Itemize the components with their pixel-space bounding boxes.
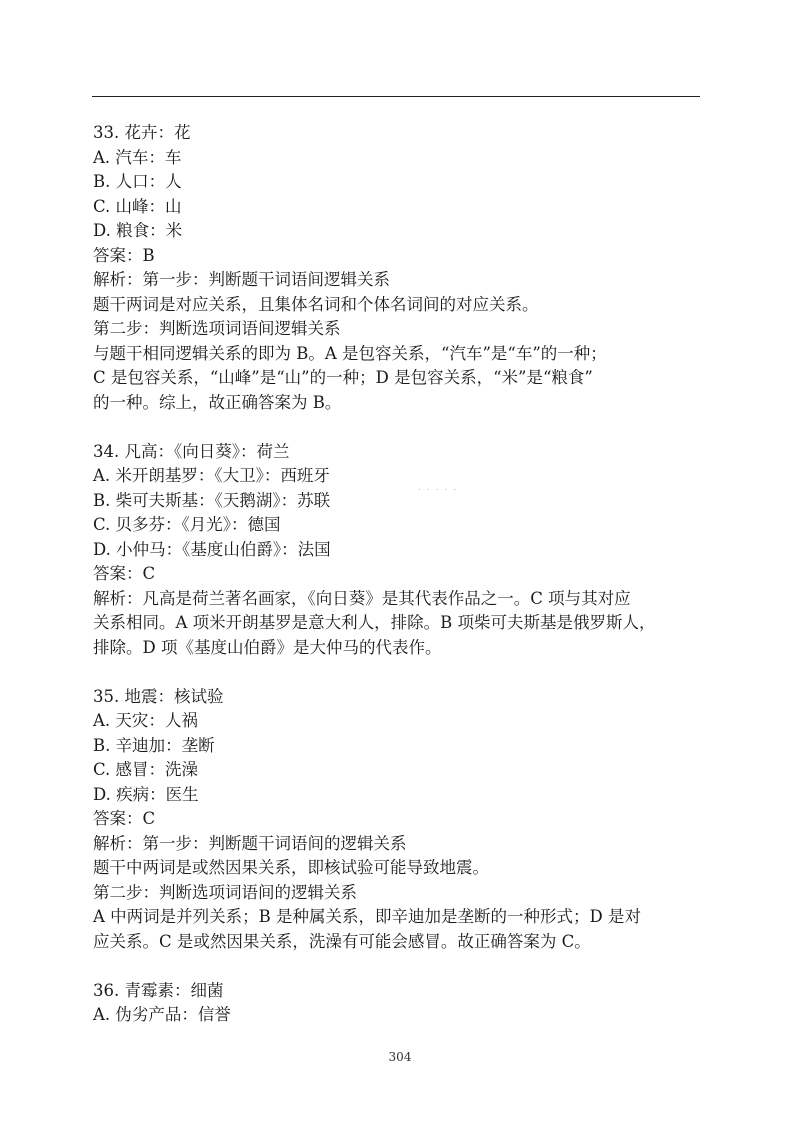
answer-option: C. 山峰：山 (93, 196, 182, 216)
question-block (93, 685, 703, 955)
answer-option: B. 柴可夫斯基：《天鹅湖》：苏联 (93, 490, 331, 510)
answer-option: D. 疾病：医生 (93, 784, 199, 804)
answer-option: A. 汽车：车 (93, 147, 182, 167)
answer-option: D. 小仲马：《基度山伯爵》：法国 (93, 539, 331, 559)
answer-option: D. 粮食：米 (93, 221, 183, 240)
answer-option: A. 米开朗基罗：《大卫》：西班牙 (93, 466, 330, 485)
answer-line: 答案：C (93, 809, 156, 828)
answer-option: A. 天灾：人祸 (93, 711, 198, 730)
analysis-line: 题干中两词是或然因果关系，即核试验可能导致地震。 (93, 858, 489, 877)
answer-option: B. 辛迪加：垄断 (93, 735, 215, 755)
analysis-line: 解析：凡高是荷兰著名画家，《向日葵》是其代表作品之一。C 项与其对应 (93, 588, 631, 608)
analysis-line: A 中两词是并列关系；B 是种属关系，即辛迪加是垄断的一种形式；D 是对 (93, 907, 642, 926)
analysis-line: 关系相同。A 项米开朗基罗是意大利人，排除。B 项柴可夫斯基是俄罗斯人， (93, 613, 656, 632)
question-block (93, 440, 703, 661)
analysis-line: 解析：第一步：判断题干词语间逻辑关系 (93, 270, 390, 289)
answer-option: B. 人口：人 (93, 172, 182, 191)
question-block (93, 979, 703, 1028)
analysis-line: 解析：第一步：判断题干词语间的逻辑关系 (93, 833, 407, 853)
analysis-line: 与题干相同逻辑关系的即为 B。A 是包容关系，“汽车”是“车”的一种； (93, 343, 607, 363)
analysis-line: 第二步：判断选项词语间逻辑关系 (93, 319, 341, 338)
answer-line: 答案：B (93, 245, 155, 265)
analysis-line: 题干两词是对应关系，且集体名词和个体名词间的对应关系。 (93, 294, 539, 314)
analysis-line: 排除。D 项《基度山伯爵》是大仲马的代表作。 (93, 637, 442, 657)
scan-artifact-dots: ..... (418, 483, 463, 493)
question-stem: 34. 凡高：《向日葵》：荷兰 (93, 441, 290, 461)
analysis-line: 的一种。综上，故正确答案为 B。 (93, 392, 342, 412)
question-block (93, 121, 703, 415)
page-number: 304 (388, 1050, 412, 1064)
document-body (93, 121, 703, 1052)
question-stem: 33. 花卉：花 (93, 123, 191, 142)
header-rule (92, 96, 700, 97)
analysis-line: 第二步：判断选项词语间的逻辑关系 (93, 882, 357, 902)
answer-option: C. 贝多芬：《月光》：德国 (93, 515, 281, 534)
question-stem: 36. 青霉素：细菌 (93, 980, 224, 1000)
question-stem: 35. 地震：核试验 (93, 686, 224, 706)
answer-option: A. 伪劣产品：信誉 (93, 1005, 231, 1024)
analysis-line: C 是包容关系，“山峰”是“山”的一种；D 是包容关系，“米”是“粮食” (93, 368, 593, 387)
analysis-line: 应关系。C 是或然因果关系，洗澡有可能会感冒。故正确答案为 C。 (93, 931, 591, 951)
answer-option: C. 感冒：洗澡 (93, 760, 199, 779)
answer-line: 答案：C (93, 564, 156, 583)
